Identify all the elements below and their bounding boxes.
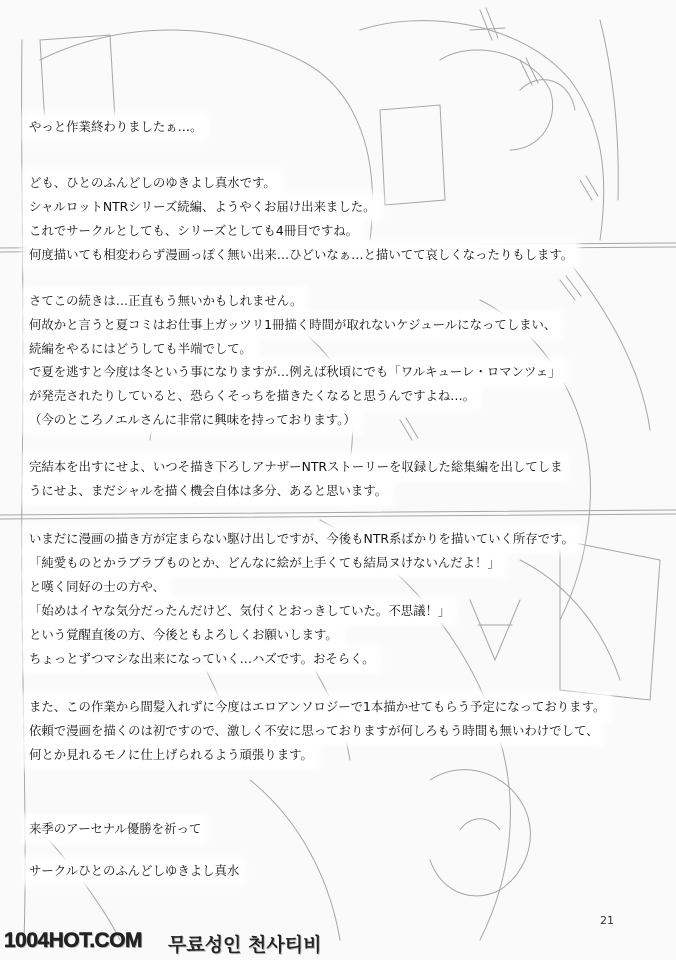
text-line: 「始めはイヤな気分だったんだけど、気付くとおっきしていた。不思議！」: [26, 600, 453, 622]
text-line: ちょっとずつマシな出来になっていく…ハズです。おそらく。: [26, 648, 378, 670]
text-line: と嘆く同好の士の方や、: [26, 576, 168, 598]
text-line: シャルロットNTRシリーズ続編、ようやくお届け出来ました。: [26, 196, 379, 218]
text-line: で夏を逃すと今度は冬という事になりますが…例えば秋頃にでも「ワルキューレ・ロマンツェ」: [26, 361, 564, 383]
text-line: ども、ひとのふんどしのゆきよし真水です。: [26, 172, 279, 194]
text-line: 何故かと言うと夏コミはお仕事上ガッツリ1冊描く時間が取れないケジュールになってしまい、: [26, 314, 559, 336]
text-line: これでサークルとしても、シリーズとしても4冊目ですね。: [26, 220, 361, 242]
text-line: サークルひとのふんどしゆきよし真水: [26, 860, 242, 882]
text-line: うにせよ、まだシャルを描く機会自体は多分、あると思います。: [26, 480, 390, 502]
watermark-tagline: 무료성인 천사티비: [168, 934, 322, 956]
text-line: 完結本を出すにせよ、いつそ描き下ろしアナザーNTRストーリーを収録した総集編を出してしま: [26, 456, 565, 478]
text-line: 依頼で漫画を描くのは初ですので、激しく不安に思っておりますが何しろもう時間も無いわけでして、: [26, 720, 601, 742]
text-line: やっと作業終わりましたぁ…。: [26, 116, 205, 138]
text-line: という覚醒直後の方、今後ともよろしくお願いします。: [26, 624, 341, 646]
text-line: 何度描いても相変わらず漫画っぽく無い出来…ひどいなぁ…と描いてて哀しくなったりもします。: [26, 244, 576, 266]
text-line: 来季のアーセナル優勝を祈って: [26, 818, 204, 840]
watermark-site: 1004HOT.COM: [4, 929, 143, 952]
text-line: （今のところノエルさんに非常に興味を持っております。）: [26, 409, 359, 431]
text-line: 「純愛ものとかラブラブものとか、どんなに絵が上手くても結局ヌけないんだよ！」: [26, 552, 503, 574]
text-line: さてこの続きは…正直もう無いかもしれません。: [26, 290, 305, 312]
text-line: また、この作業から間髪入れずに今度はエロアンソロジーで1本描かせてもらう予定になっております。: [26, 696, 608, 718]
text-line: 続編をやるにはどうしても半端でして。: [26, 338, 255, 360]
page-number: 21: [600, 914, 614, 927]
text-line: いまだに漫画の描き方が定まらない駆け出しですが、今後もNTR系ばかりを描いていく所存です。: [26, 528, 577, 550]
text-line: 何とか見れるモノに仕上げられるよう頑張ります。: [26, 744, 316, 766]
text-line: が発売されたりしていると、恐らくそっちを描きたくなると思うんですよね…。: [26, 385, 478, 407]
